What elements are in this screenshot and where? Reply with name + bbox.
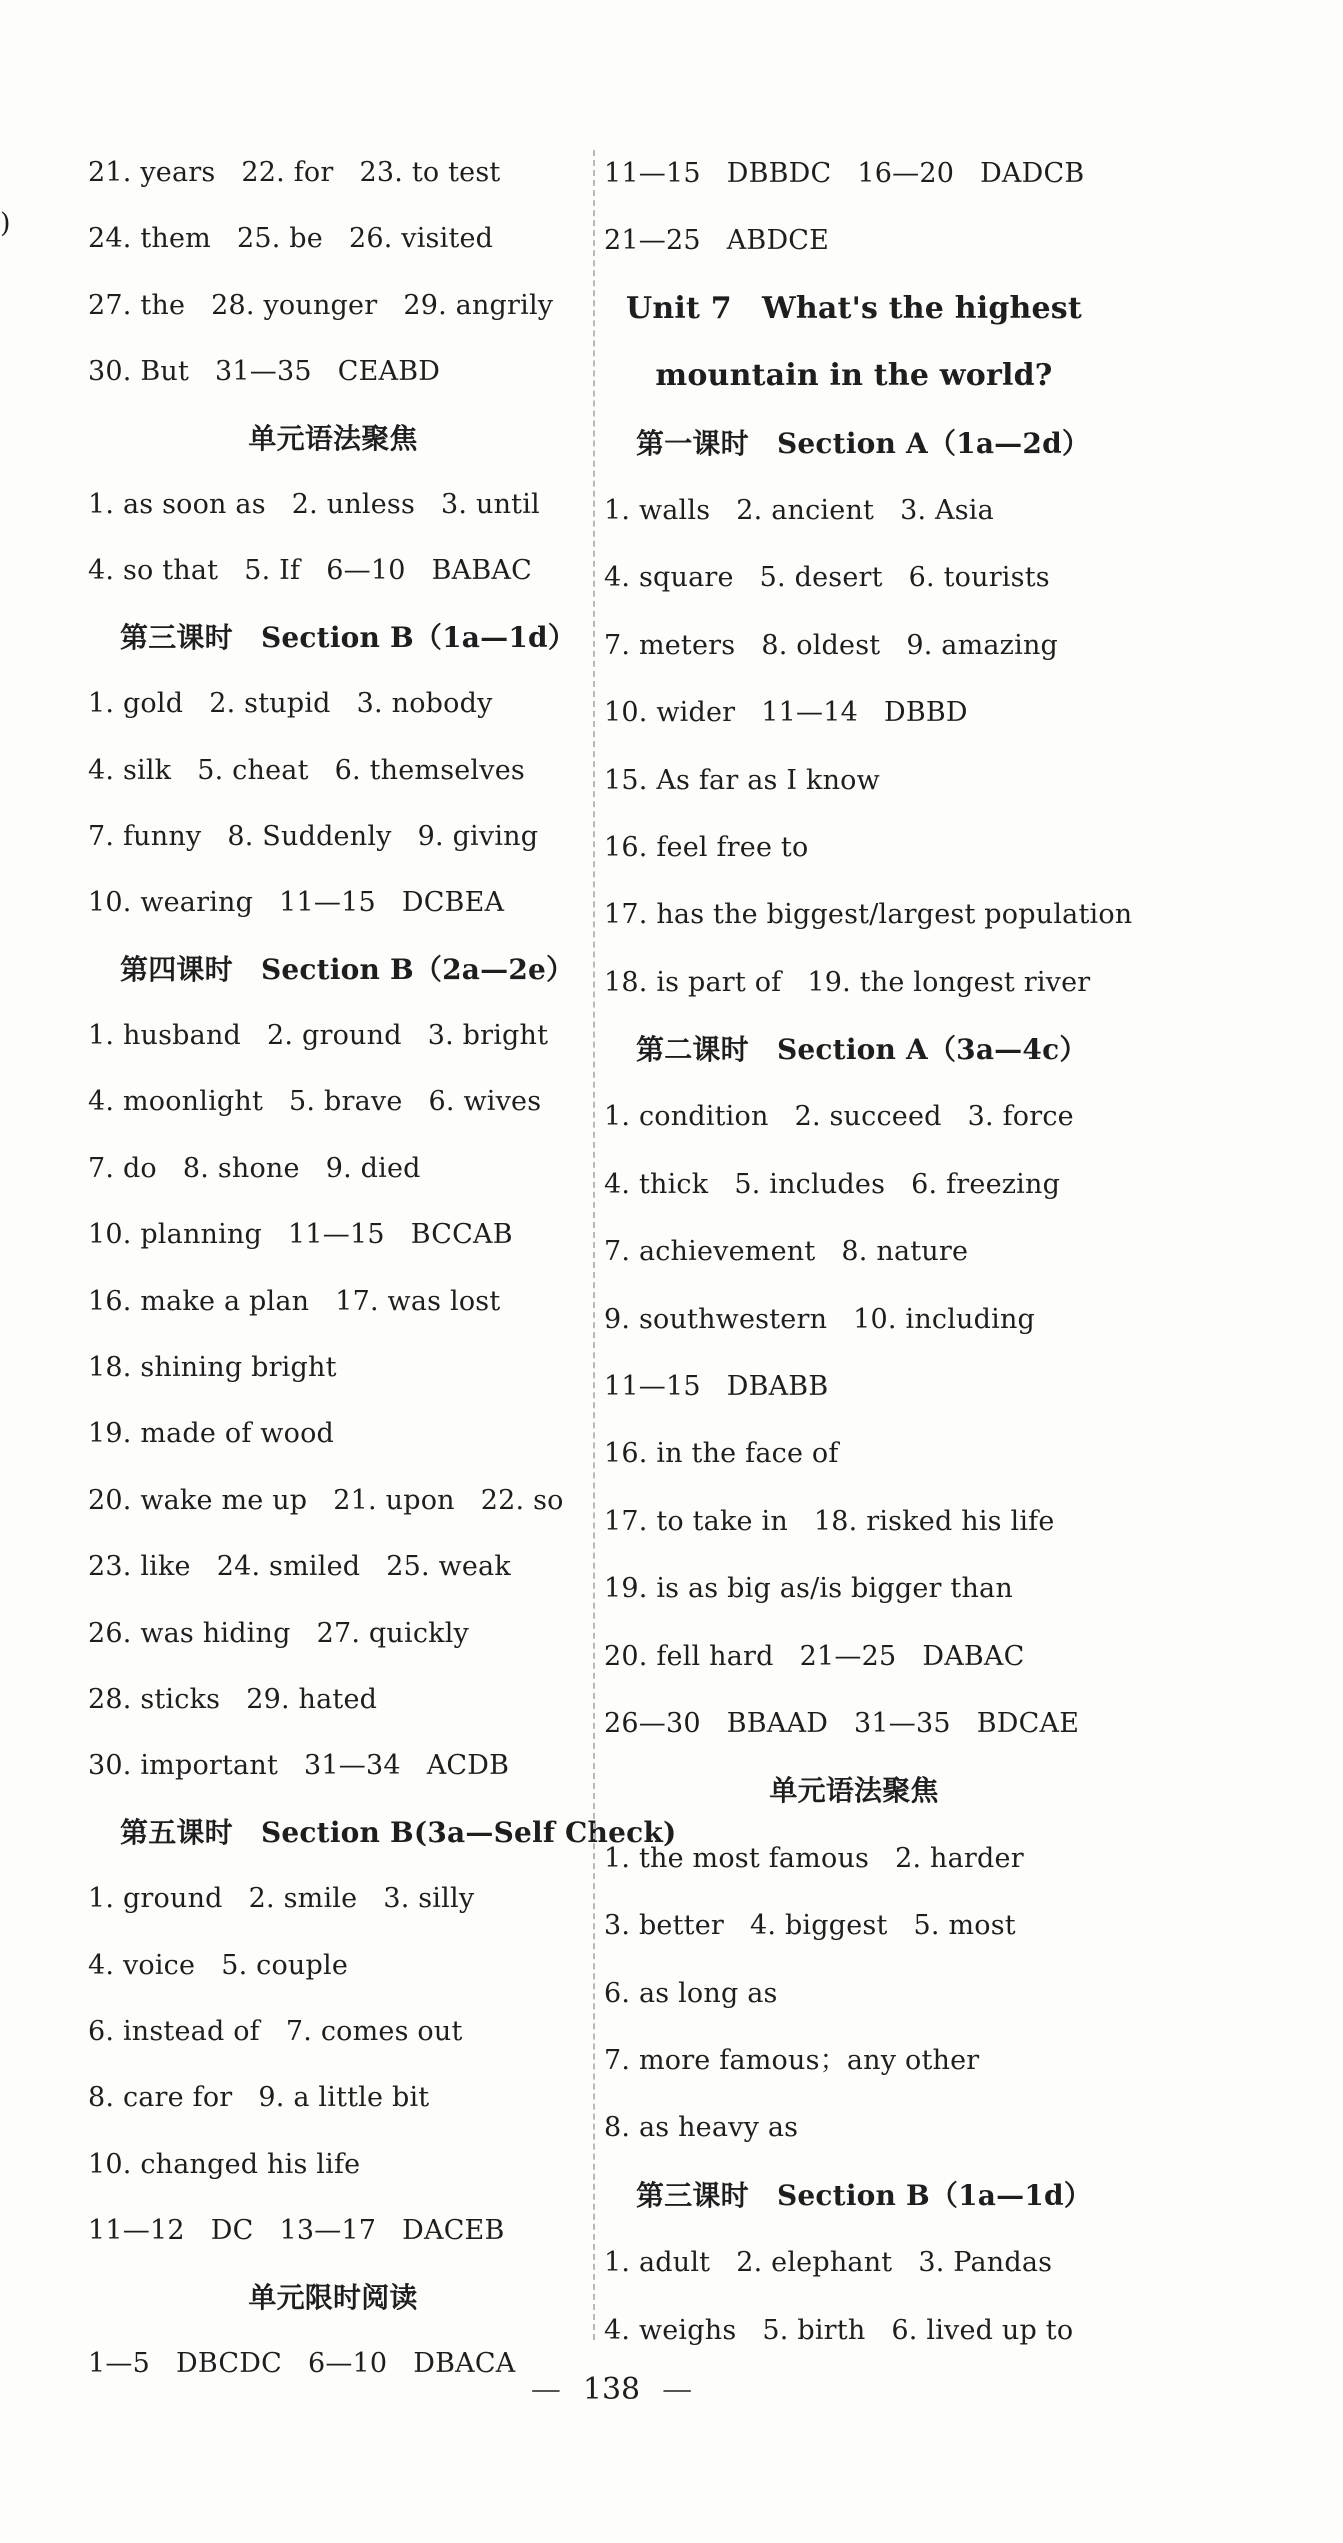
answer-item: 28. sticks: [88, 1683, 221, 1715]
answer-item: ABDCE: [726, 225, 830, 257]
answer-item: 3. Pandas: [918, 2247, 1053, 2279]
answer-item: 6. as long as: [604, 1977, 778, 2009]
answer-item: 6. freezing: [911, 1168, 1061, 1200]
answer-line: [88, 1468, 578, 1534]
section-heading: 第二课时 Section A（3a—4c）: [636, 1033, 1088, 1067]
answer-item: 1. condition: [604, 1101, 769, 1133]
answer-item: 10. wider: [604, 697, 736, 729]
answer-item: 2. unless: [291, 488, 416, 520]
answer-item: 2. ground: [267, 1020, 402, 1052]
answer-line: [88, 1667, 578, 1733]
answer-line: [604, 544, 1104, 611]
answer-item: 7. comes out: [285, 2015, 463, 2047]
answer-item: 17. to take in: [604, 1505, 788, 1537]
answer-item: 11—15: [604, 158, 701, 189]
answer-line: [88, 140, 578, 206]
answer-item: 4. thick: [604, 1168, 709, 1200]
answer-item: 6. wives: [428, 1086, 542, 1118]
answer-item: DABAC: [922, 1640, 1025, 1672]
answer-item: 6—10: [307, 2347, 388, 2379]
answer-item: 4. so that: [88, 555, 219, 587]
answer-item: 5. birth: [762, 2314, 866, 2346]
page-footer: [0, 2370, 1223, 2410]
answer-item: 5. cheat: [197, 754, 309, 786]
answer-line: [604, 207, 1104, 274]
answer-item: 1—5: [88, 2347, 150, 2379]
answer-item: 6. themselves: [334, 754, 525, 786]
answer-line: [604, 814, 1104, 881]
answer-item: 11—12: [88, 2215, 185, 2247]
answer-item: 6. instead of: [88, 2015, 260, 2047]
answer-item: 4. silk: [88, 754, 172, 786]
answer-line: [604, 747, 1104, 814]
answer-item: 5. most: [913, 1910, 1016, 1942]
answer-item: 9. died: [325, 1152, 421, 1184]
unit-heading: 单元语法聚焦: [248, 421, 418, 455]
answer-item: 25. be: [236, 223, 323, 255]
answer-item: 11—14: [761, 697, 858, 729]
answer-line: [88, 1136, 578, 1202]
answer-item: 21—25: [604, 225, 701, 257]
answer-item: 9. a little bit: [258, 2082, 430, 2114]
answer-item: 16—20: [857, 158, 955, 189]
answer-line: [88, 2198, 578, 2264]
answer-line: [604, 1286, 1104, 1353]
answer-line: [88, 671, 578, 737]
answer-line: [88, 1269, 578, 1335]
answer-item: 6. lived up to: [891, 2314, 1074, 2346]
unit-title: mountain in the world?: [655, 358, 1053, 394]
answer-item: 16. in the face of: [604, 1438, 839, 1470]
footer-dash-left: —: [530, 2372, 561, 2407]
answer-line: [88, 1733, 578, 1799]
answer-item: 1. walls: [604, 494, 711, 526]
answer-item: 11—15: [604, 1371, 701, 1403]
answer-item: 21. upon: [333, 1484, 455, 1516]
answer-line: [88, 1401, 578, 1467]
answer-item: DADCB: [980, 158, 1085, 189]
answer-item: 21—25: [799, 1640, 897, 1672]
answer-item: 2. stupid: [209, 688, 331, 720]
answer-item: 7. achievement: [604, 1236, 816, 1268]
answer-item: 8. shone: [182, 1152, 300, 1184]
answer-item: DBBD: [883, 697, 968, 729]
unit-heading: 单元限时阅读: [248, 2280, 418, 2314]
answer-line: [604, 1623, 1104, 1690]
unit-title: Unit 7 What's the highest: [626, 290, 1082, 326]
answer-item: DACEB: [402, 2215, 505, 2247]
answer-item: 31—34: [304, 1750, 401, 1782]
answer-item: 5. couple: [221, 1949, 348, 1981]
section-heading: 第三课时 Section B（1a—1d）: [120, 620, 576, 654]
answer-line: [88, 538, 578, 604]
answer-item: 25. weak: [386, 1551, 511, 1583]
answer-item: 7. more famous；any other: [604, 2044, 980, 2076]
answer-line: [88, 1999, 578, 2065]
answer-item: DCBEA: [401, 887, 505, 919]
answer-line: [88, 1534, 578, 1600]
answer-item: 4. square: [604, 562, 734, 594]
answer-item: 3. bright: [427, 1020, 549, 1052]
answer-item: BABAC: [431, 555, 532, 587]
answer-item: 7. do: [88, 1152, 157, 1184]
answer-line: [604, 2229, 1104, 2296]
answer-line: [88, 738, 578, 804]
page-number: 138: [582, 2372, 641, 2407]
answer-item: 31—35: [215, 356, 312, 388]
answer-item: 30. But: [88, 356, 190, 388]
answer-line: [604, 1151, 1104, 1218]
answer-line: [604, 881, 1133, 948]
answer-item: BDCAE: [976, 1707, 1080, 1739]
answer-line: [604, 679, 1104, 746]
answer-line: [604, 2297, 1104, 2364]
answer-item: DBABB: [726, 1371, 829, 1403]
answer-item: 8. care for: [88, 2082, 233, 2114]
answer-item: 26. was hiding: [88, 1617, 291, 1649]
answer-item: 9. southwestern: [604, 1303, 828, 1335]
answer-line: [604, 477, 1104, 544]
answer-item: 3. silly: [383, 1883, 475, 1915]
answer-item: 7. funny: [88, 820, 202, 852]
answer-item: 3. force: [967, 1101, 1074, 1133]
answer-line: [88, 1866, 578, 1932]
answer-line: [604, 1690, 1104, 1757]
answer-item: 16. feel free to: [604, 831, 809, 863]
answer-item: 1. husband: [88, 1020, 242, 1052]
edge-mark: ): [0, 208, 11, 239]
answer-item: 6—10: [326, 555, 406, 587]
answer-item: 23. like: [88, 1551, 191, 1583]
answer-line: [604, 140, 1104, 207]
answer-line: [604, 1353, 1104, 1420]
unit-heading: 单元语法聚焦: [769, 1774, 939, 1808]
answer-line: [88, 1335, 578, 1401]
answer-item: 19. made of wood: [88, 1418, 335, 1450]
section-heading: 第一课时 Section A（1a—2d）: [636, 426, 1091, 460]
answer-item: 3. until: [441, 488, 540, 520]
answer-item: 8. as heavy as: [604, 2112, 799, 2144]
answer-item: 6. tourists: [908, 562, 1050, 594]
column-divider: [593, 150, 595, 2340]
answer-item: 2. elephant: [736, 2247, 893, 2279]
answer-item: 5. If: [244, 555, 301, 587]
answer-item: 26. visited: [348, 223, 494, 255]
answer-item: 2. ancient: [736, 494, 875, 526]
answer-line: [88, 472, 578, 538]
answer-item: 1. gold: [88, 688, 184, 720]
answer-item: 15. As far as I know: [604, 764, 880, 796]
answer-item: 4. voice: [88, 1949, 196, 1981]
answer-item: 28. younger: [211, 289, 378, 321]
answer-line: [604, 1555, 1104, 1622]
answer-item: 4. moonlight: [88, 1086, 264, 1118]
answer-item: DC: [210, 2215, 254, 2247]
footer-dash-right: —: [662, 2372, 693, 2407]
section-heading: 第五课时 Section B(3a—Self Check): [120, 1815, 677, 1849]
answer-line: [604, 1420, 1104, 1487]
answer-line: [88, 1003, 578, 1069]
answer-item: 4. weighs: [604, 2314, 737, 2346]
answer-line: [88, 2065, 578, 2131]
answer-item: 8. oldest: [761, 629, 881, 661]
answer-line: [88, 870, 578, 936]
answer-item: CEABD: [337, 356, 441, 388]
answer-item: DBBDC: [726, 158, 832, 189]
answer-item: 24. them: [88, 223, 211, 255]
answer-line: [604, 1488, 1104, 1555]
answer-item: 24. smiled: [216, 1551, 361, 1583]
answer-item: 1. the most famous: [604, 1842, 870, 1874]
answer-item: 30. important: [88, 1750, 278, 1782]
answer-line: [604, 1825, 1104, 1892]
answer-line: [604, 2027, 1104, 2094]
answer-item: 26—30: [604, 1707, 701, 1739]
answer-item: 17. has the biggest/largest population: [604, 899, 1133, 931]
answer-item: 22. so: [480, 1484, 564, 1516]
answer-item: BBAAD: [726, 1707, 829, 1739]
answer-item: ACDB: [426, 1750, 510, 1782]
answer-item: 7. meters: [604, 629, 736, 661]
answer-line: [604, 612, 1104, 679]
answer-line: [88, 1601, 578, 1667]
answer-line: [88, 1069, 578, 1135]
answer-line: [88, 206, 578, 272]
answer-item: 18. shining bright: [88, 1352, 337, 1384]
answer-item: 10. changed his life: [88, 2148, 361, 2180]
answer-item: 18. risked his life: [813, 1505, 1055, 1537]
answer-item: 20. fell hard: [604, 1640, 774, 1672]
answer-item: 11—15: [288, 1219, 385, 1251]
answer-item: 9. giving: [417, 820, 539, 852]
answer-line: [604, 1960, 1104, 2027]
answer-item: 19. is as big as/is bigger than: [604, 1573, 1013, 1605]
answer-item: 2. smile: [248, 1883, 358, 1915]
answer-item: 1. ground: [88, 1883, 223, 1915]
answer-item: 10. planning: [88, 1219, 263, 1251]
answer-item: 3. nobody: [356, 688, 493, 720]
answer-line: [604, 949, 1104, 1016]
answer-line: [604, 1083, 1104, 1150]
right-column: [604, 140, 1133, 2364]
answer-item: DBACA: [413, 2347, 516, 2379]
answer-item: 16. make a plan: [88, 1285, 310, 1317]
answer-item: 3. better: [604, 1910, 724, 1942]
answer-item: 23. to test: [359, 157, 501, 188]
answer-item: 27. quickly: [316, 1617, 469, 1649]
section-heading: 第三课时 Section B（1a—1d）: [636, 2178, 1092, 2212]
answer-line: [604, 2094, 1104, 2161]
answer-item: 9. amazing: [906, 629, 1059, 661]
answer-item: 8. nature: [841, 1236, 969, 1268]
answer-item: 10. wearing: [88, 887, 254, 919]
answer-item: 13—17: [279, 2215, 377, 2247]
section-heading: 第四课时 Section B（2a—2e）: [120, 952, 575, 986]
answer-item: 22. for: [241, 157, 334, 188]
answer-line: [88, 1933, 578, 1999]
answer-item: 5. desert: [759, 562, 883, 594]
answer-item: 21. years: [88, 157, 216, 188]
answer-item: 5. brave: [289, 1086, 403, 1118]
answer-line: [88, 339, 578, 405]
answer-line: [88, 2132, 578, 2198]
answer-item: 20. wake me up: [88, 1484, 308, 1516]
answer-item: 29. hated: [246, 1683, 378, 1715]
answer-item: 19. the longest river: [807, 966, 1091, 998]
answer-line: [88, 804, 578, 870]
answer-item: DBCDC: [175, 2347, 282, 2379]
answer-item: 11—15: [279, 887, 376, 919]
answer-item: BCCAB: [410, 1219, 513, 1251]
answer-item: 3. Asia: [900, 494, 994, 526]
answer-item: 17. was lost: [335, 1285, 501, 1317]
answer-line: [88, 1202, 578, 1268]
answer-item: 27. the: [88, 289, 186, 321]
answer-item: 29. angrily: [403, 289, 554, 321]
answer-line: [604, 1892, 1104, 1959]
answer-item: 1. adult: [604, 2247, 711, 2279]
answer-item: 1. as soon as: [88, 488, 266, 520]
answer-line: [604, 1218, 1104, 1285]
answer-item: 31—35: [854, 1707, 951, 1739]
answer-item: 5. includes: [734, 1168, 886, 1200]
answer-item: 8. Suddenly: [227, 820, 392, 852]
answer-item: 2. succeed: [794, 1101, 942, 1133]
answer-item: 2. harder: [895, 1842, 1024, 1874]
answer-line: [88, 273, 578, 339]
answer-item: 10. including: [853, 1303, 1036, 1335]
answer-item: 18. is part of: [604, 966, 782, 998]
answer-item: 4. biggest: [750, 1910, 888, 1942]
